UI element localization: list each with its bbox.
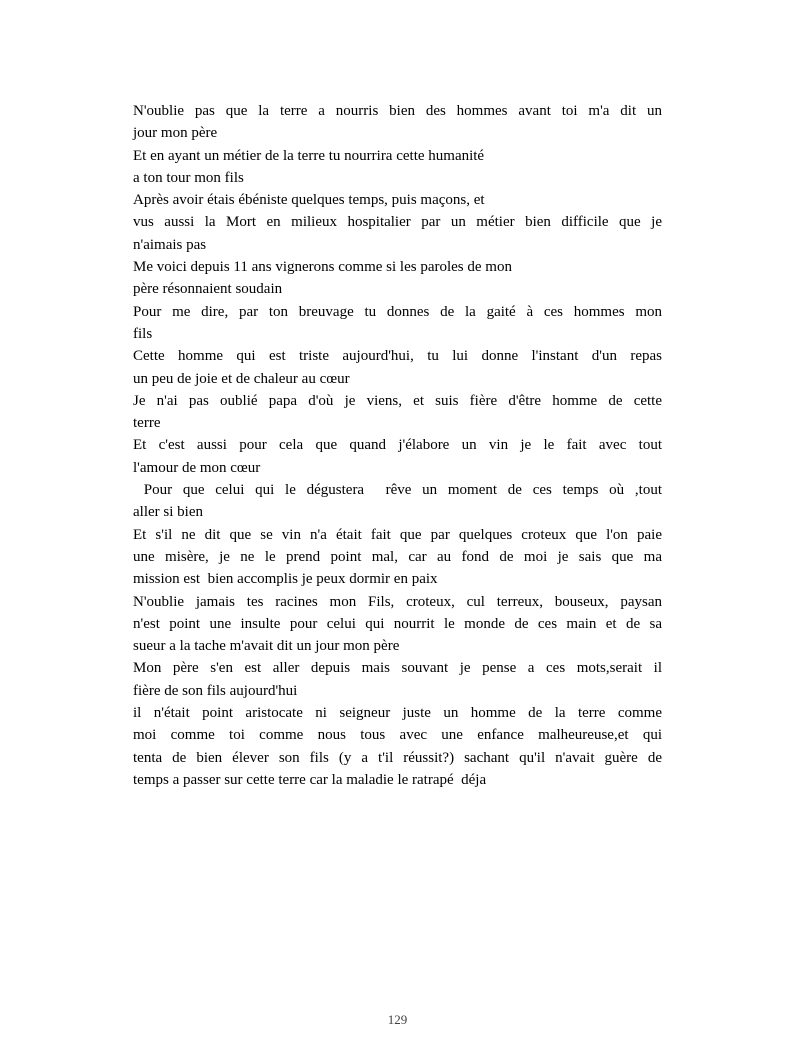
- text-line: N'oublie pas que la terre a nourris bien des hommes avant toi m'a dit un: [133, 103, 662, 119]
- text-line: Et en ayant un métier de la terre tu nourrira cette humanité: [133, 147, 485, 164]
- text-line: Cette homme qui est triste aujourd'hui, tu lui donne l'instant d'un repas: [133, 348, 662, 365]
- text-line: Mon père s'en est aller depuis mais souvant je pense a ces mots,serait il: [133, 660, 662, 677]
- text-line: vus aussi la Mort en milieux hospitalier par un métier bien difficile que je: [133, 214, 662, 231]
- text-line: N'oublie jamais tes racines mon Fils, croteux, cul terreux, bouseux, paysan: [133, 593, 662, 610]
- text-line: terre: [133, 415, 161, 432]
- text-line: n'est point une insulte pour celui qui nourrit le monde de ces main et de sa: [133, 615, 662, 632]
- text-line: un peu de joie et de chaleur au cœur: [133, 370, 350, 387]
- text-line: père résonnaient soudain: [133, 281, 283, 298]
- text-line: jour mon père: [133, 125, 218, 142]
- text-line: temps a passer sur cette terre car la maladie le ratrapé déja: [133, 771, 487, 788]
- text-line: tenta de bien élever son fils (y a t'il réussit?) sachant qu'il n'avait guère de: [133, 749, 662, 766]
- text-line: n'aimais pas: [133, 236, 207, 253]
- text-line: une misère, je ne le prend point mal, car au fond de moi je sais que ma: [133, 548, 662, 565]
- text-line: moi comme toi comme nous tous avec une enfance malheureuse,et qui: [133, 727, 662, 744]
- text-line: Pour me dire, par ton breuvage tu donnes de la gaité à ces hommes mon: [133, 303, 662, 320]
- text-line: a ton tour mon fils: [133, 169, 244, 186]
- page-number: 129: [387, 1012, 408, 1027]
- text-line: Après avoir étais ébéniste quelques temps, puis maçons, et: [133, 192, 485, 209]
- text-line: Je n'ai pas oublié papa d'où je viens, et suis fière d'être homme de cette: [133, 392, 662, 409]
- text-line: fière de son fils aujourd'hui: [133, 682, 298, 699]
- text-line: sueur a la tache m'avait dit un jour mon père: [133, 638, 400, 655]
- text-block: [133, 100, 662, 791]
- text-line: Pour que celui qui le dégustera rêve un moment de ces temps où ,tout: [133, 482, 662, 499]
- text-line: Me voici depuis 11 ans vignerons comme si les paroles de mon: [133, 259, 512, 276]
- text-line: l'amour de mon cœur: [133, 459, 261, 476]
- text-line: Et c'est aussi pour cela que quand j'élabore un vin je le fait avec tout: [133, 437, 662, 454]
- text-line: mission est bien accomplis je peux dormir en paix: [133, 571, 438, 588]
- text-line: aller si bien: [133, 504, 203, 521]
- text-line: fils: [133, 325, 153, 342]
- text-line: il n'était point aristocate ni seigneur juste un homme de la terre comme: [133, 705, 662, 722]
- text-line: Et s'il ne dit que se vin n'a était fait que par quelques croteux que l'on paie: [133, 526, 662, 543]
